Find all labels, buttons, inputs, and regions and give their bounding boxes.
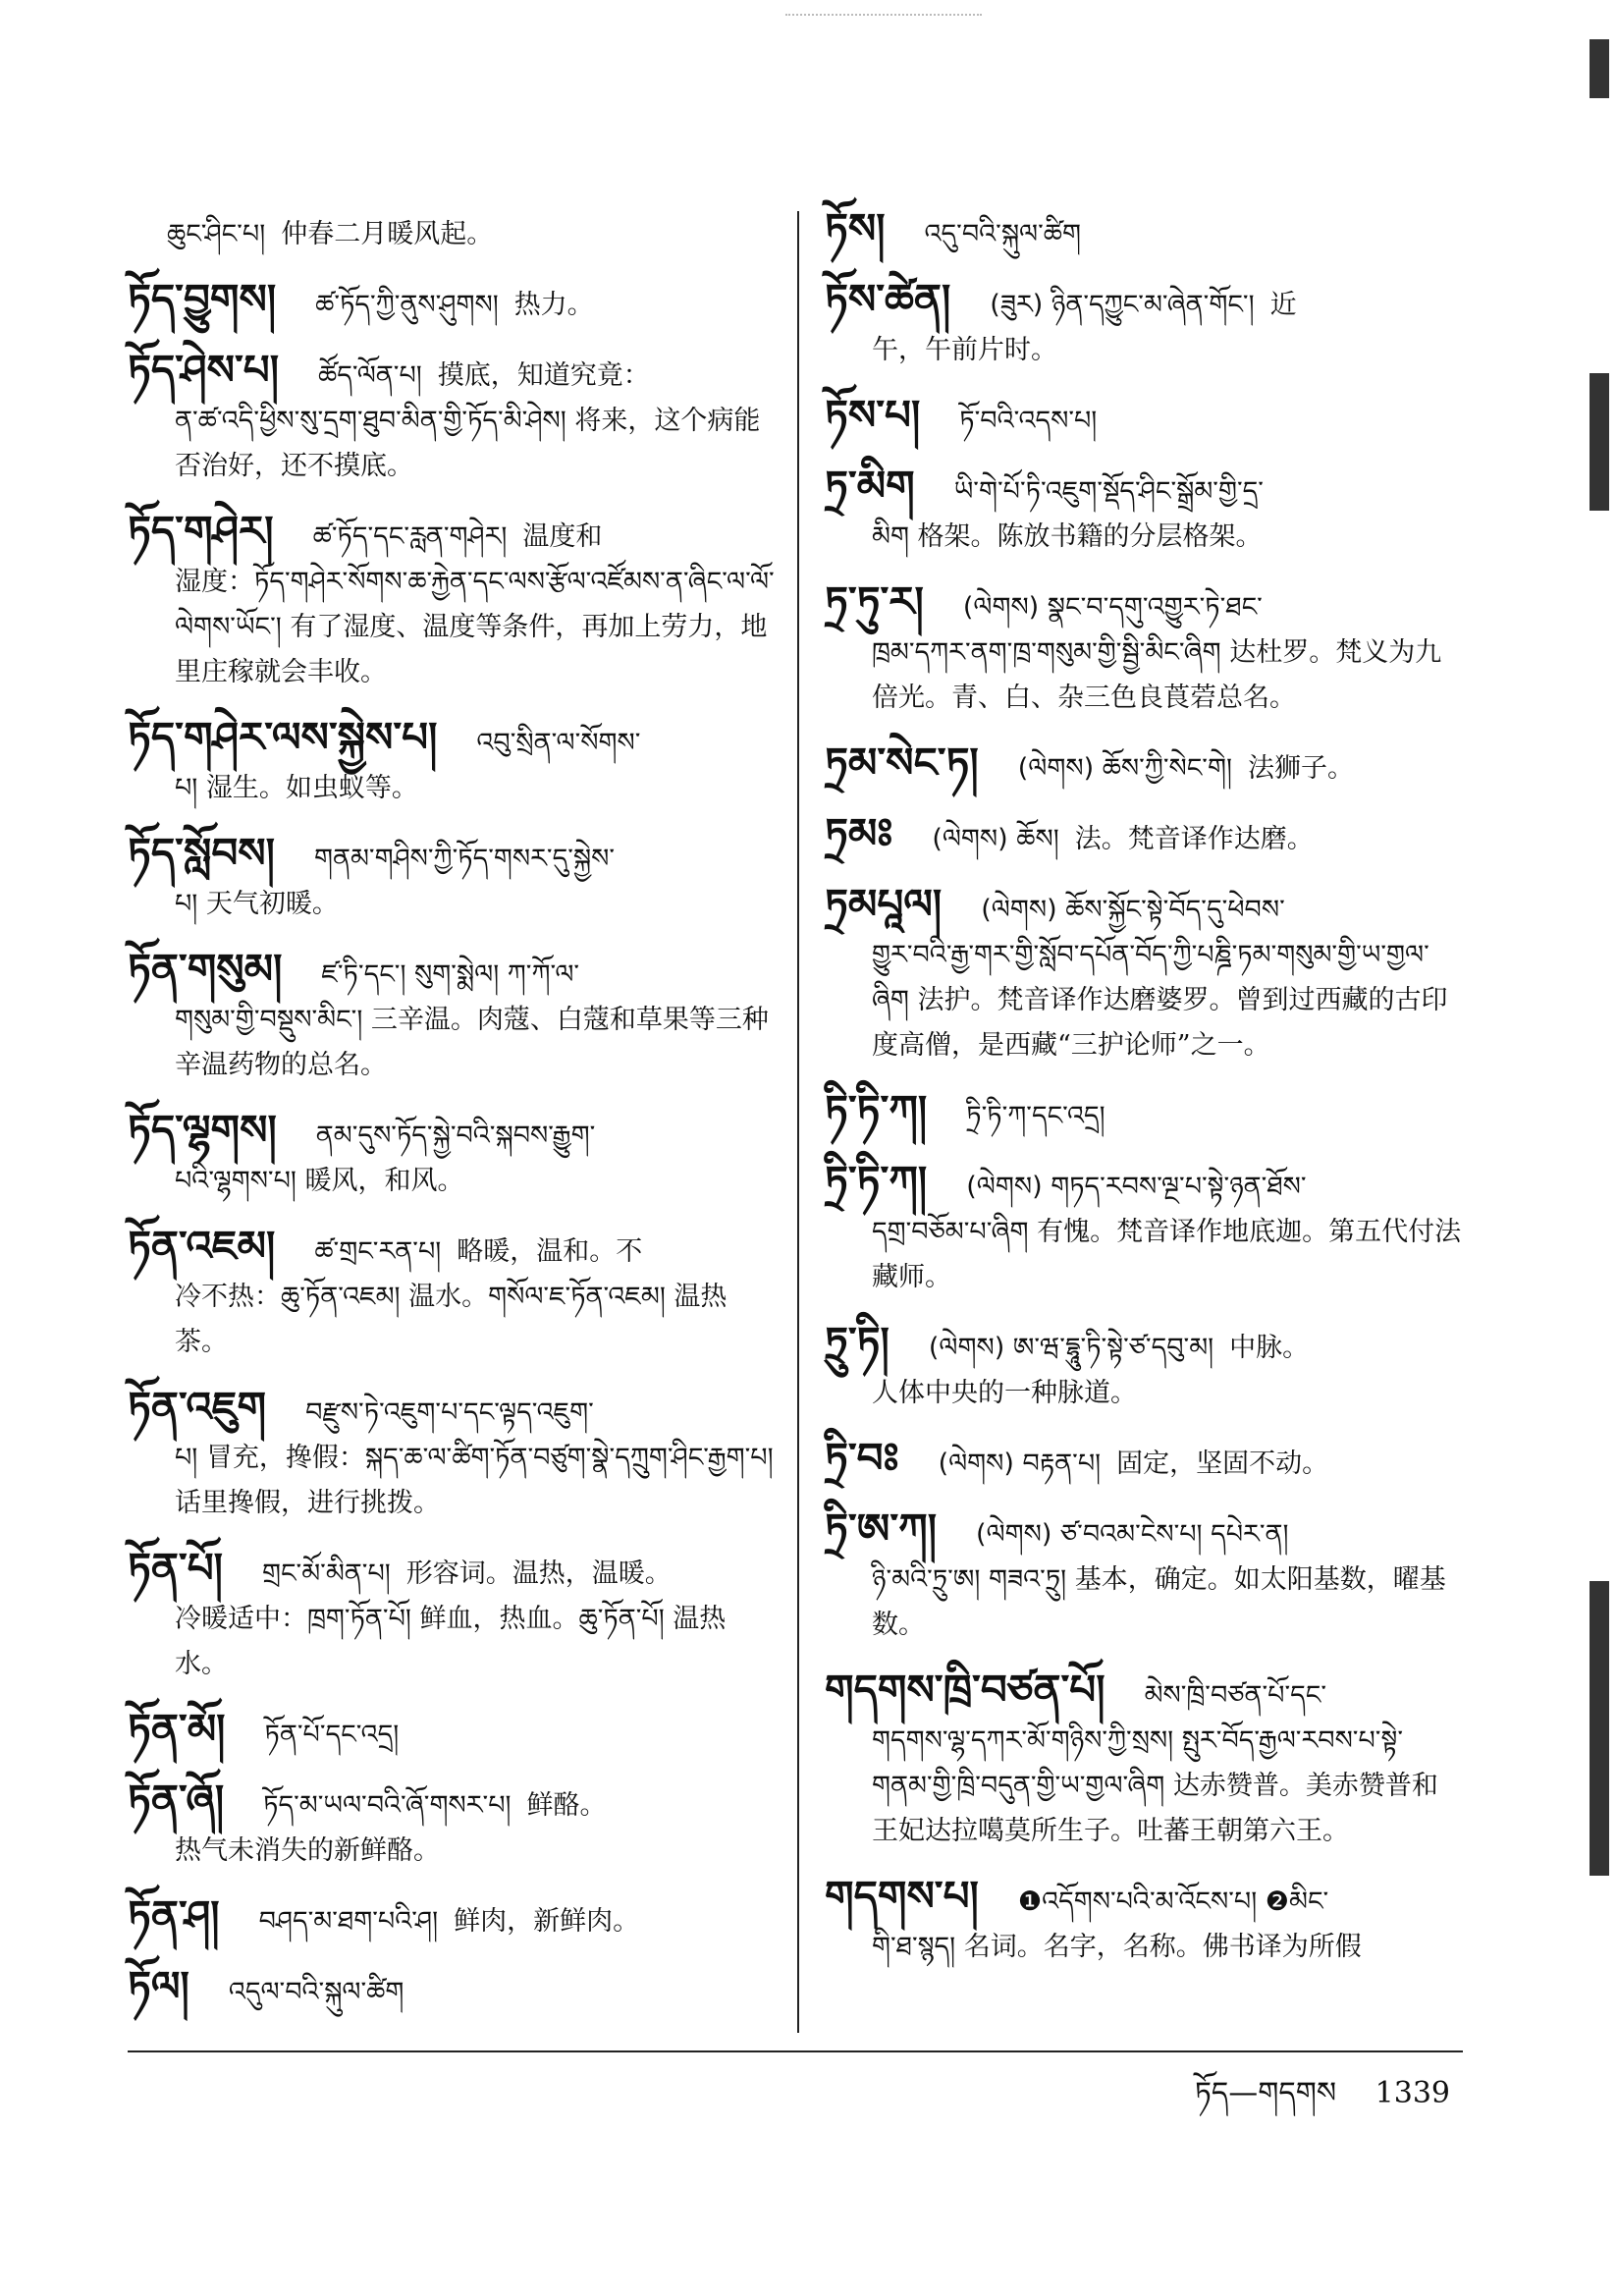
dictionary-entry: [128, 1777, 776, 1874]
page-footer: [1195, 2060, 1450, 2143]
scan-edge-mark: [1590, 39, 1609, 98]
headword: ཏོད་ལྷགས།: [128, 1106, 277, 1154]
chinese-definition: 略暖，温和。不: [457, 1236, 643, 1267]
tibetan-definition: བརྫུས་ཏེ་འཇུག་པ་དང་ལྟད་འཇུག་: [305, 1397, 594, 1428]
chinese-definition: 鲜酪。: [526, 1790, 607, 1821]
tibetan-definition: ཚ་ཏོད་ཀྱི་ནུས་ཤུགས།: [315, 290, 499, 320]
entry-continuation: མིག 格架。陈放书籍的分层格架。: [872, 521, 1263, 552]
tibetan-definition: འདུལ་བའི་སྐུལ་ཚིག: [228, 1977, 404, 2007]
tibetan-definition: ཏོ་བའི་འདས་པ།: [959, 406, 1098, 436]
dictionary-entry: [825, 277, 1463, 373]
headword: ཏོན་གསུམ།: [128, 945, 283, 993]
tibetan-definition: གནམ་གཤིས་ཀྱི་ཏོད་གསར་དུ་སྐྱེས་: [313, 844, 616, 874]
tibetan-definition: ཚ་ཏོད་དང་རླན་གཤེར།: [312, 521, 508, 552]
headword: ཏོས་ཚེན།: [825, 275, 951, 323]
headword: ཏོན་ཞོ།: [128, 1776, 225, 1824]
dictionary-entry: [128, 348, 776, 489]
dictionary-entry: [128, 947, 776, 1088]
headword: ཏྲི་ཏི་ཀ།: [825, 1157, 928, 1205]
dictionary-entry: [825, 1667, 1463, 1854]
footer-rule: [128, 2050, 1463, 2052]
chinese-definition: 摸底，知道究竟：: [437, 360, 650, 391]
dictionary-entry: [128, 715, 776, 811]
headword: ཏྲ་ཏུ་ར།: [825, 577, 924, 626]
tibetan-definition: ཚ་གྲང་རན་པ།: [314, 1236, 442, 1267]
entry-continuation: དགྲ་བཅོམ་པ་ཞིག 有愧。梵音译作地底迦。第五代付法藏师。: [872, 1217, 1462, 1292]
headword: ཏྲམཿ: [825, 809, 893, 857]
dictionary-entry: [128, 206, 776, 257]
headword: ཏི་ཏི་ཀ།: [825, 1086, 928, 1134]
headword: ཏོས།: [825, 204, 886, 252]
footer-guide-words: ཏོད—གདགས: [1194, 2076, 1337, 2110]
dictionary-entry: [825, 393, 1463, 444]
dictionary-entry: [128, 1893, 776, 1944]
tibetan-definition: ❶འདོགས་པའི་མ་འོངས་པ། ❷མིང་: [1017, 1886, 1329, 1917]
dictionary-entry: [128, 509, 776, 695]
entry-continuation: གི་ཐ་སྙད། 名词。名字，名称。佛书译为所假: [872, 1932, 1362, 1962]
dictionary-entry: [128, 1707, 776, 1758]
headword: ཏྲི་ཨ་ཀ།: [825, 1504, 938, 1553]
tibetan-definition: (ཟུར) ཉིན་དཀྱུང་མ་ཞེན་གོང་།: [990, 290, 1255, 320]
headword: ཏྲམ་སེང་ཏ།: [825, 738, 979, 787]
dictionary-entry: [128, 1546, 776, 1687]
tibetan-definition: བཤད་མ་ཐག་པའི་ཤ།: [258, 1906, 439, 1937]
headword: ཏོས་པ།: [825, 391, 921, 439]
chinese-definition: 近: [1269, 290, 1297, 320]
chinese-definition: 温度和: [522, 521, 603, 552]
chinese-definition: 形容词。温热，温暖。: [405, 1558, 672, 1589]
tibetan-definition: (ལེགས) བརྟན་པ།: [938, 1449, 1102, 1479]
entry-continuation: པའི་ལྷགས་པ། 暖风，和风。: [175, 1166, 464, 1196]
dictionary-entry: [128, 1224, 776, 1365]
headword: ཏོད་ཤེས་པ།: [128, 346, 280, 394]
left-column: [128, 206, 776, 2035]
top-mark: [785, 14, 982, 20]
entry-continuation: 冷不热：ཆུ་ཏོན་འཇམ། 温水。གསོལ་ཇ་ཏོན་འཇམ། 温热茶。: [175, 1282, 728, 1357]
entry-continuation: ཉི་མའི་ཏྲུ་ཨ། གཟའ་ཏྲུ། 基本，确定。如太阳基数，曜基数。: [872, 1564, 1446, 1640]
entry-continuation: པ། 冒充，搀假：སྐད་ཆ་ལ་ཚིག་ཏོན་བཙུག་སྣེ་དཀྲུག་ཤིང་རྒྱག་པ། 话里搀假，进行挑拨。: [175, 1443, 774, 1518]
headword: ཏོན་འཇམ།: [128, 1222, 276, 1270]
chinese-definition: 中脉。: [1229, 1333, 1310, 1363]
tibetan-definition: ཆུང་ཤིང་པ།: [167, 219, 266, 249]
entry-continuation: པ། 湿生。如虫蚁等。: [175, 773, 418, 803]
tibetan-definition: ཏོན་པོ་དང་འདྲ།: [264, 1720, 400, 1750]
chinese-definition: 法。梵音译作达磨。: [1074, 824, 1314, 854]
tibetan-definition: (ལེགས) ཙ་བའམ་ངེས་པ། དཔེར་ན།: [976, 1519, 1289, 1550]
entry-continuation: 冷暖适中：ཁྲག་ཏོན་པོ། 鲜血，热血。ཆུ་ཏོན་པོ། 温热水。: [175, 1604, 727, 1679]
headword: ཏྲམཔཱལ།: [825, 880, 943, 928]
tibetan-definition: མེས་ཁྲི་བཙན་པོ་དང་: [1144, 1680, 1326, 1711]
tibetan-definition: (ལེགས) གཏད་རབས་ལྔ་པ་སྟེ་ཉན་ཐོས་: [966, 1172, 1307, 1202]
dictionary-entry: [825, 811, 1463, 862]
dictionary-entry: [825, 206, 1463, 257]
headword: ཏོད་བྱུགས།: [128, 275, 277, 323]
dictionary-entry: [825, 1088, 1463, 1139]
tibetan-definition: (ལེགས) ཆོས་སྐྱོང་སྟེ་བོད་དུ་ཕེབས་: [981, 895, 1285, 925]
dictionary-entry: [825, 1159, 1463, 1300]
dictionary-entry: [128, 1385, 776, 1526]
headword: ཏྲི་བཿ: [825, 1434, 899, 1482]
headword: གདགས་པ།: [825, 1872, 979, 1920]
entry-continuation: གདགས་ལྷ་དཀར་མོ་གཉིས་ཀྱི་སྲས། སྤུར་བོད་རྒྱལ་རབས་པ་སྟེ་གནམ་གྱི་ཁྲི་བདུན་གྱི་ཡ་གྱལ་ཞིག 达赤赞普。美赤赞普和王妃达拉噶莫所生子。吐蕃王朝第六王。: [872, 1725, 1438, 1846]
entry-continuation: ཁྲམ་དཀར་ནག་ཁྲ་གསུམ་གྱི་སྦྱི་མིང་ཞིག 达杜罗。梵义为九倍光。青、白、杂三色良莨菪总名。: [872, 637, 1442, 713]
entry-continuation: པ། 天气初暖。: [175, 889, 339, 919]
tibetan-definition: (ལེགས) ཆོས་ཀྱི་སེང་གེ།: [1017, 753, 1232, 784]
headword: ཏོན་པོ།: [128, 1544, 223, 1592]
tibetan-definition: འདུ་བའི་སྐུལ་ཚིག: [924, 219, 1082, 249]
dictionary-entry: [825, 464, 1463, 560]
headword: ཏྲ་མིག: [825, 462, 915, 510]
tibetan-definition: འབུ་སྲིན་ལ་སོགས་: [476, 728, 641, 758]
dictionary-entry: [825, 1506, 1463, 1648]
column-divider: [797, 211, 799, 2033]
entry-continuation: 人体中央的一种脉道。: [872, 1378, 1137, 1408]
tibetan-definition: (ལེགས) ཆོས།: [932, 824, 1059, 854]
dictionary-entry: [825, 579, 1463, 721]
page-number: 1339: [1374, 2076, 1450, 2110]
headword: ཏོད་གཤེར་ལས་སྐྱེས་པ།: [128, 713, 438, 761]
entry-continuation: གྱུར་བའི་རྒྱ་གར་གྱི་སློབ་དཔོན་བོད་ཀྱི་པཎྜི་ཏམ་གསུམ་གྱི་ཡ་གྱལ་ཞིག 法护。梵音译作达磨婆罗。曾到过西藏的古印度高僧，是西藏“三护论师”之一。: [872, 940, 1448, 1061]
dictionary-entry: [128, 1108, 776, 1204]
headword: ཏོན་འཇུག: [128, 1383, 267, 1431]
entry-continuation: གསུམ་གྱི་བསྡུས་མིང་། 三辛温。肉蔻、白蔻和草果等三种辛温药物的总名。: [175, 1005, 769, 1080]
dictionary-entry: [825, 882, 1463, 1068]
dictionary-entry: [825, 1320, 1463, 1416]
tibetan-definition: ཏོད་མ་ཡལ་བའི་ཞོ་གསར་པ།: [263, 1790, 512, 1821]
chinese-definition: 法狮子。: [1247, 753, 1354, 784]
chinese-definition: 固定，坚固不动。: [1116, 1449, 1329, 1479]
tibetan-definition: (ལེགས) ཨ་ཝ་དྷཱུ་ཏི་སྟེ་ཙ་དབུ་མ།: [928, 1333, 1214, 1363]
tibetan-definition: ཡི་གེ་པོ་ཏི་འཇུག་སྡོད་ཤིང་སྒྲོམ་གྱི་དྲ་: [953, 476, 1264, 507]
dictionary-entry: [825, 1874, 1463, 1970]
tibetan-definition: (ལེགས) སྣང་བ་དགུ་འགྱུར་ཏེ་ཐང་: [962, 592, 1263, 623]
entry-continuation: 湿度：ཏོད་གཤེར་སོགས་ཆ་རྐྱེན་དང་ལས་རྩོལ་འཛོམས་ན་ཞིང་ལ་ལོ་ལེགས་ཡོང་། 有了湿度、温度等条件，再加上劳力，地里庄稼就会丰收。: [175, 567, 775, 687]
tibetan-definition: ཛ་ཏི་དང་། སུག་སྨེལ། ཀ་ཀོ་ལ་: [321, 959, 580, 990]
entry-continuation: ན་ཚ་འདི་ཕྱིས་སུ་དྲག་ཐུབ་མིན་གྱི་ཏོད་མི་ཤེས། 将来，这个病能否治好，还不摸底。: [175, 406, 761, 481]
dictionary-entry: [825, 1436, 1463, 1487]
entry-continuation: 午，午前片时。: [872, 335, 1057, 365]
headword: གདགས་ཁྲི་བཙན་པོ།: [825, 1666, 1105, 1714]
dictionary-entry: [128, 831, 776, 927]
entry-continuation: 热气未消失的新鲜酪。: [175, 1835, 440, 1866]
chinese-definition: 仲春二月暖风起。: [281, 219, 494, 249]
right-column: [825, 206, 1463, 1990]
tibetan-definition: ཚོད་ལོན་པ།: [318, 360, 422, 391]
tibetan-definition: ནམ་དུས་ཏོད་སྐྱེ་བའི་སྐབས་རྒྱུག་: [315, 1121, 596, 1151]
scan-edge-mark: [1590, 373, 1609, 511]
tibetan-definition: གྲང་མོ་མིན་པ།: [261, 1558, 391, 1589]
dictionary-entry: [128, 277, 776, 328]
chinese-definition: 热力。: [513, 290, 594, 320]
dictionary-entry: [825, 740, 1463, 792]
headword: ཏོད་སློབས།: [128, 829, 275, 877]
headword: ཏོལ།: [128, 1962, 189, 2010]
scan-edge-mark: [1590, 1581, 1609, 1876]
headword: ཏོན་མོ།: [128, 1705, 226, 1753]
tibetan-definition: ཏྲི་ཏི་ཀ་དང་འདྲ།: [966, 1101, 1105, 1131]
headword: ཏོན་ཤ།: [128, 1891, 220, 1940]
headword: ཏྲུ་ཏི།: [825, 1318, 889, 1366]
dictionary-entry: [128, 1964, 776, 2015]
headword: ཏོད་གཤེར།: [128, 507, 274, 555]
chinese-definition: 鲜肉，新鲜肉。: [454, 1906, 640, 1937]
